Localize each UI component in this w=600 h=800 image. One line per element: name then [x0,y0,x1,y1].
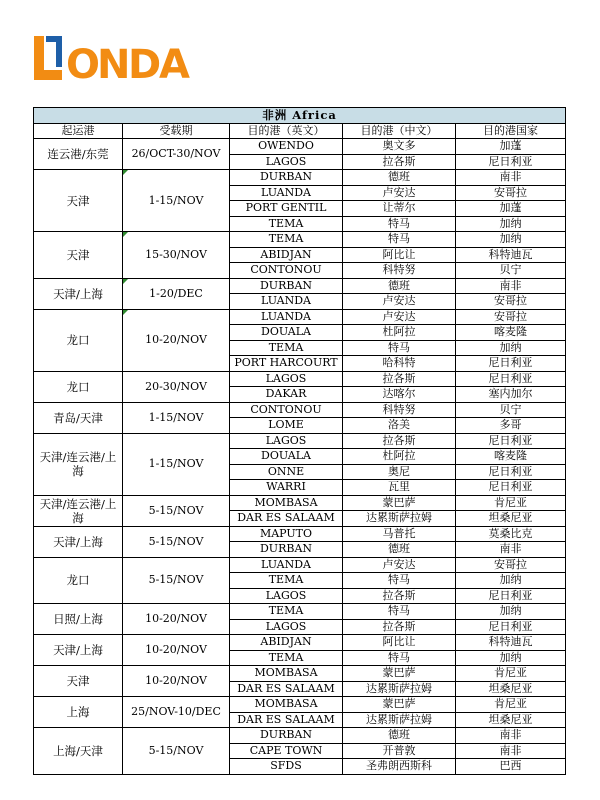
loading-period-cell: 1-15/NOV [123,170,230,232]
destination-country-cell: 尼日利亚 [456,464,566,480]
table-row [34,278,566,294]
destination-cn-cell: 德班 [343,278,456,294]
logo-l-accent [46,36,62,67]
origin-port-cell: 天津 [34,170,123,232]
loading-period-cell: 5-15/NOV [123,728,230,775]
destination-country-cell: 安哥拉 [456,294,566,310]
destination-country-cell: 加蓬 [456,139,566,155]
destination-en-cell: ABIDJAN [230,635,343,651]
destination-cn-cell: 阿比让 [343,635,456,651]
destination-cn-cell: 特马 [343,216,456,232]
destination-en-cell: TEMA [230,340,343,356]
loading-period-cell: 26/OCT-30/NOV [123,139,230,170]
logo-letter-a: A [159,42,190,82]
destination-country-cell: 南非 [456,743,566,759]
destination-cn-cell: 洛美 [343,418,456,434]
destination-country-cell: 加纳 [456,216,566,232]
destination-cn-cell: 蒙巴萨 [343,495,456,511]
destination-en-cell: DURBAN [230,278,343,294]
destination-country-cell: 肯尼亚 [456,666,566,682]
origin-port-cell: 上海/天津 [34,728,123,775]
destination-en-cell: OWENDO [230,139,343,155]
destination-en-cell: ABIDJAN [230,247,343,263]
logo-letter-o: O [66,42,101,82]
loading-period-cell: 1-15/NOV [123,402,230,433]
destination-en-cell: DURBAN [230,542,343,558]
destination-en-cell: DOUALA [230,449,343,465]
destination-cn-cell: 奥文多 [343,139,456,155]
loading-period-cell: 10-20/NOV [123,309,230,371]
destination-en-cell: LUANDA [230,294,343,310]
origin-port-cell: 天津 [34,666,123,697]
destination-cn-cell: 特马 [343,604,456,620]
origin-port-cell: 天津/上海 [34,278,123,309]
loading-period-cell: 5-15/NOV [123,526,230,557]
destination-country-cell: 喀麦隆 [456,449,566,465]
destination-cn-cell: 瓦里 [343,480,456,496]
destination-country-cell: 尼日利亚 [456,619,566,635]
destination-cn-cell: 科特努 [343,402,456,418]
loading-period-cell: 5-15/NOV [123,495,230,526]
logo-letter-d: D [128,42,162,82]
destination-country-cell: 南非 [456,728,566,744]
header-loading-period: 受载期 [123,123,230,139]
header-destination-en: 目的港（英文） [230,123,343,139]
origin-port-cell: 日照/上海 [34,604,123,635]
origin-port-cell: 天津/连云港/上海 [34,433,123,495]
destination-en-cell: DURBAN [230,728,343,744]
destination-en-cell: TEMA [230,604,343,620]
destination-en-cell: CONTONOU [230,263,343,279]
origin-port-cell: 天津/上海 [34,526,123,557]
destination-en-cell: CONTONOU [230,402,343,418]
destination-cn-cell: 达喀尔 [343,387,456,403]
destination-country-cell: 尼日利亚 [456,371,566,387]
destination-cn-cell: 达累斯萨拉姆 [343,511,456,527]
destination-country-cell: 坦桑尼亚 [456,511,566,527]
londa-logo [32,34,192,82]
destination-en-cell: SFDS [230,759,343,775]
destination-en-cell: DAR ES SALAAM [230,511,343,527]
destination-cn-cell: 奥尼 [343,464,456,480]
destination-country-cell: 贝宁 [456,263,566,279]
loading-period-cell: 10-20/NOV [123,666,230,697]
destination-en-cell: TEMA [230,232,343,248]
table-row [34,232,566,248]
origin-port-cell: 连云港/东莞 [34,139,123,170]
table-body [34,139,566,775]
loading-period-cell: 10-20/NOV [123,604,230,635]
origin-port-cell: 天津/上海 [34,635,123,666]
destination-en-cell: WARRI [230,480,343,496]
destination-en-cell: DAR ES SALAAM [230,712,343,728]
destination-country-cell: 加纳 [456,573,566,589]
table-title-row [34,108,566,124]
table-row [34,402,566,418]
table-row [34,371,566,387]
loading-period-cell: 25/NOV-10/DEC [123,697,230,728]
table-row [34,666,566,682]
destination-country-cell: 加纳 [456,604,566,620]
origin-port-cell: 上海 [34,697,123,728]
destination-en-cell: TEMA [230,216,343,232]
destination-cn-cell: 圣弗朗西斯科 [343,759,456,775]
destination-en-cell: LAGOS [230,371,343,387]
table-row [34,728,566,744]
destination-cn-cell: 科特努 [343,263,456,279]
header-origin-port: 起运港 [34,123,123,139]
destination-en-cell: MOMBASA [230,697,343,713]
destination-cn-cell: 蒙巴萨 [343,666,456,682]
destination-en-cell: DURBAN [230,170,343,186]
destination-country-cell: 坦桑尼亚 [456,712,566,728]
table-header-row [34,123,566,139]
destination-cn-cell: 马普托 [343,526,456,542]
africa-schedule-table [33,107,566,775]
destination-cn-cell: 拉各斯 [343,154,456,170]
destination-country-cell: 科特迪瓦 [456,247,566,263]
table-row [34,139,566,155]
destination-country-cell: 坦桑尼亚 [456,681,566,697]
header-destination-country: 目的港国家 [456,123,566,139]
table-row [34,557,566,573]
destination-en-cell: TEMA [230,650,343,666]
destination-country-cell: 加纳 [456,650,566,666]
destination-country-cell: 喀麦隆 [456,325,566,341]
destination-cn-cell: 卢安达 [343,557,456,573]
destination-cn-cell: 德班 [343,728,456,744]
destination-en-cell: DOUALA [230,325,343,341]
destination-cn-cell: 卢安达 [343,185,456,201]
loading-period-cell: 15-30/NOV [123,232,230,279]
destination-en-cell: LUANDA [230,557,343,573]
destination-cn-cell: 拉各斯 [343,371,456,387]
origin-port-cell: 天津 [34,232,123,279]
loading-period-cell: 5-15/NOV [123,557,230,604]
table-row [34,309,566,325]
destination-en-cell: ONNE [230,464,343,480]
destination-cn-cell: 德班 [343,542,456,558]
table-row [34,526,566,542]
destination-cn-cell: 卢安达 [343,294,456,310]
loading-period-cell: 10-20/NOV [123,635,230,666]
destination-cn-cell: 达累斯萨拉姆 [343,712,456,728]
destination-country-cell: 科特迪瓦 [456,635,566,651]
destination-country-cell: 莫桑比克 [456,526,566,542]
destination-cn-cell: 让蒂尔 [343,201,456,217]
destination-country-cell: 塞内加尔 [456,387,566,403]
destination-country-cell: 加蓬 [456,201,566,217]
destination-cn-cell: 德班 [343,170,456,186]
table-row [34,433,566,449]
table-title: 非洲 Africa [34,108,566,124]
table-row [34,170,566,186]
destination-country-cell: 贝宁 [456,402,566,418]
loading-period-cell: 1-15/NOV [123,433,230,495]
destination-en-cell: LUANDA [230,309,343,325]
destination-cn-cell: 达累斯萨拉姆 [343,681,456,697]
destination-en-cell: LAGOS [230,588,343,604]
destination-en-cell: DAR ES SALAAM [230,681,343,697]
destination-en-cell: PORT HARCOURT [230,356,343,372]
destination-cn-cell: 拉各斯 [343,619,456,635]
origin-port-cell: 青岛/天津 [34,402,123,433]
destination-country-cell: 肯尼亚 [456,495,566,511]
destination-en-cell: MOMBASA [230,495,343,511]
destination-en-cell: TEMA [230,573,343,589]
table-row [34,604,566,620]
loading-period-cell: 1-20/DEC [123,278,230,309]
destination-en-cell: PORT GENTIL [230,201,343,217]
destination-country-cell: 尼日利亚 [456,480,566,496]
destination-country-cell: 尼日利亚 [456,433,566,449]
table-row [34,697,566,713]
destination-country-cell: 巴西 [456,759,566,775]
destination-country-cell: 安哥拉 [456,309,566,325]
destination-cn-cell: 特马 [343,340,456,356]
destination-cn-cell: 开普敦 [343,743,456,759]
destination-cn-cell: 拉各斯 [343,588,456,604]
destination-country-cell: 尼日利亚 [456,356,566,372]
destination-cn-cell: 杜阿拉 [343,325,456,341]
destination-en-cell: LAGOS [230,154,343,170]
table-row [34,495,566,511]
origin-port-cell: 龙口 [34,371,123,402]
destination-en-cell: CAPE TOWN [230,743,343,759]
destination-en-cell: MOMBASA [230,666,343,682]
header-destination-cn: 目的港（中文） [343,123,456,139]
destination-cn-cell: 特马 [343,650,456,666]
destination-country-cell: 多哥 [456,418,566,434]
destination-cn-cell: 特马 [343,232,456,248]
table-row [34,635,566,651]
destination-country-cell: 尼日利亚 [456,588,566,604]
destination-cn-cell: 阿比让 [343,247,456,263]
destination-country-cell: 肯尼亚 [456,697,566,713]
destination-en-cell: DAKAR [230,387,343,403]
destination-country-cell: 南非 [456,542,566,558]
destination-country-cell: 安哥拉 [456,185,566,201]
destination-country-cell: 加纳 [456,340,566,356]
logo-letter-n: N [97,42,131,82]
destination-en-cell: LUANDA [230,185,343,201]
origin-port-cell: 天津/连云港/上海 [34,495,123,526]
loading-period-cell: 20-30/NOV [123,371,230,402]
destination-cn-cell: 拉各斯 [343,433,456,449]
destination-en-cell: LAGOS [230,433,343,449]
destination-cn-cell: 蒙巴萨 [343,697,456,713]
origin-port-cell: 龙口 [34,557,123,604]
destination-en-cell: LOME [230,418,343,434]
destination-country-cell: 南非 [456,170,566,186]
destination-en-cell: LAGOS [230,619,343,635]
destination-cn-cell: 卢安达 [343,309,456,325]
destination-cn-cell: 特马 [343,573,456,589]
destination-country-cell: 尼日利亚 [456,154,566,170]
destination-cn-cell: 哈科特 [343,356,456,372]
origin-port-cell: 龙口 [34,309,123,371]
destination-country-cell: 加纳 [456,232,566,248]
destination-country-cell: 安哥拉 [456,557,566,573]
destination-cn-cell: 杜阿拉 [343,449,456,465]
destination-en-cell: MAPUTO [230,526,343,542]
destination-country-cell: 南非 [456,278,566,294]
